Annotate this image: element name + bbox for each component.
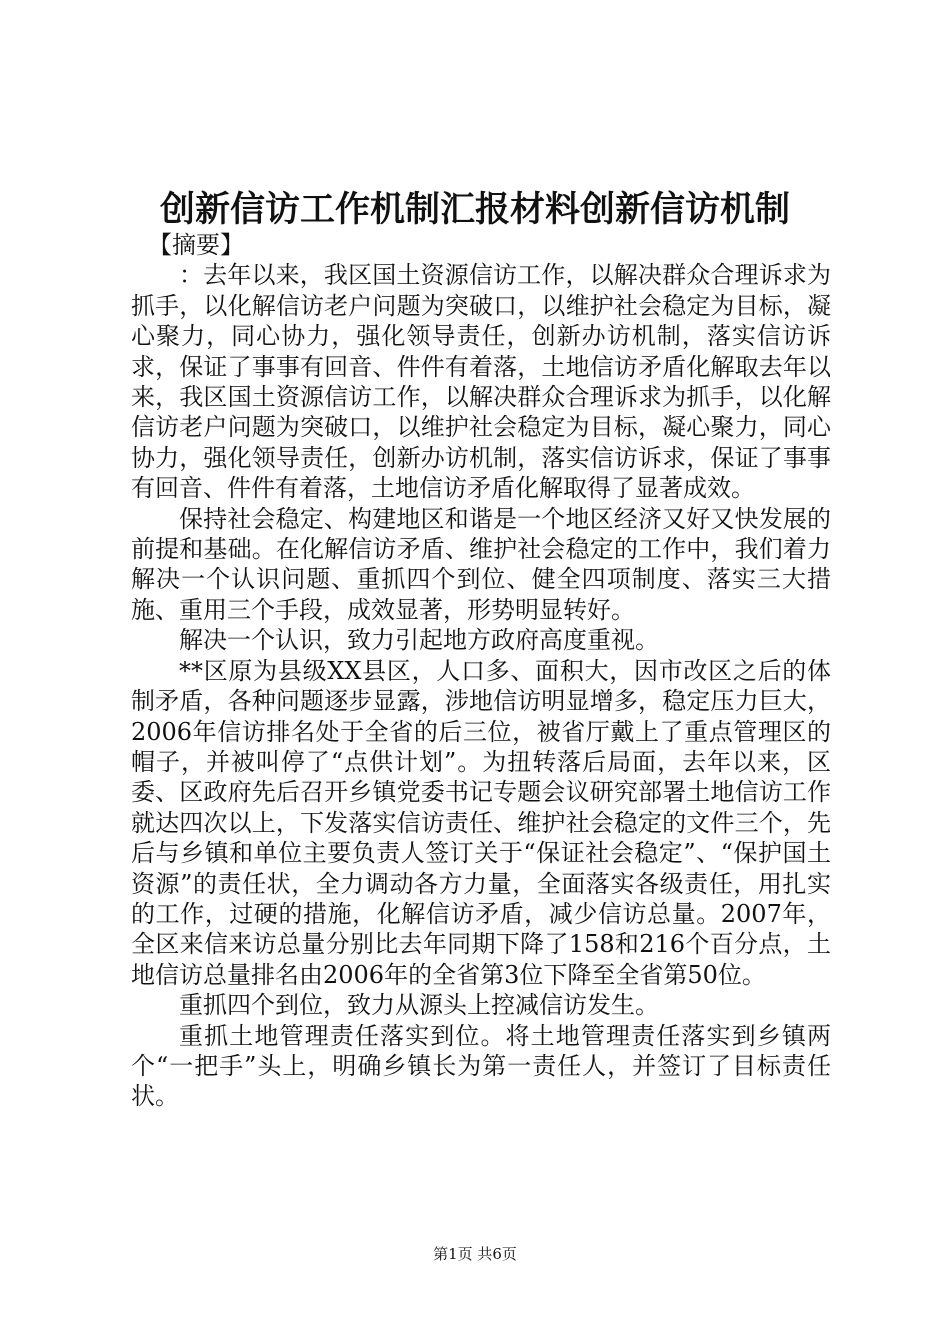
document-body — [131, 230, 831, 1112]
section-heading-awareness: 解决一个认识，致力引起地方政府高度重视。 — [179, 626, 659, 655]
paragraph-district: **区原为县级XX县区，人口多、面积大，因市改区之后的体制矛盾，各种问题逐步显露，涉地信访明显增多，稳定压力巨大，2006年信访排名处于全省的后三位，被省厅戴上了重点管理区的帽子，并被叫停了“点供计划”。为扭转落后局面，去年以来，区委、区政府先后召开乡镇党委书记专题会议研究部署土地信访工作就达四次以上，下发落实信访责任、维护社会稳定的文件三个，先后与乡镇和单位主要负责人签订关于“保证社会稳定”、“保护国土资源”的责任状，全力调动各方力量，全面落实各级责任，用扎实的工作，过硬的措施，化解信访矛盾，减少信访总量。2007年，全区来信来访总量分别比去年同期下降了158和216个百分点，土地信访总量排名由2006年的全省第3位下降至全省第50位。 — [131, 656, 831, 989]
section-heading-four-measures: 重抓四个到位，致力从源头上控减信访发生。 — [179, 991, 659, 1020]
paragraph-abstract: ：去年以来，我区国土资源信访工作，以解决群众合理诉求为抓手，以化解信访老户问题为突破口，以维护社会稳定为目标，凝心聚力，同心协力，强化领导责任，创新办访机制，落实信访诉求，保证了事事有回音、件件有着落，土地信访矛盾化解取去年以来，我区国土资源信访工作，以解决群众合理诉求为抓手，以化解信访老户问题为突破口，以维护社会稳定为目标，凝心聚力，同心协力，强化领导责任，创新办访机制，落实信访诉求，保证了事事有回音、件件有着落，土地信访矛盾化解取得了显著成效。 — [131, 261, 831, 503]
document-title: 创新信访工作机制汇报材料创新信访机制 — [159, 189, 790, 230]
paragraph-land-responsibility: 重抓土地管理责任落实到位。将土地管理责任落实到乡镇两个“一把手”头上，明确乡镇长为第一责任人，并签订了目标责任状。 — [131, 1021, 831, 1111]
page-number-footer: 第1页 共6页 — [433, 1245, 517, 1263]
abstract-label: 【摘要】 — [148, 231, 244, 259]
paragraph-intro: 保持社会稳定、构建地区和谐是一个地区经济又好又快发展的前提和基础。在化解信访矛盾、维护社会稳定的工作中，我们着力解决一个认识问题、重抓四个到位、健全四项制度、落实三大措施、重用三个手段，成效显著，形势明显转好。 — [131, 504, 831, 624]
